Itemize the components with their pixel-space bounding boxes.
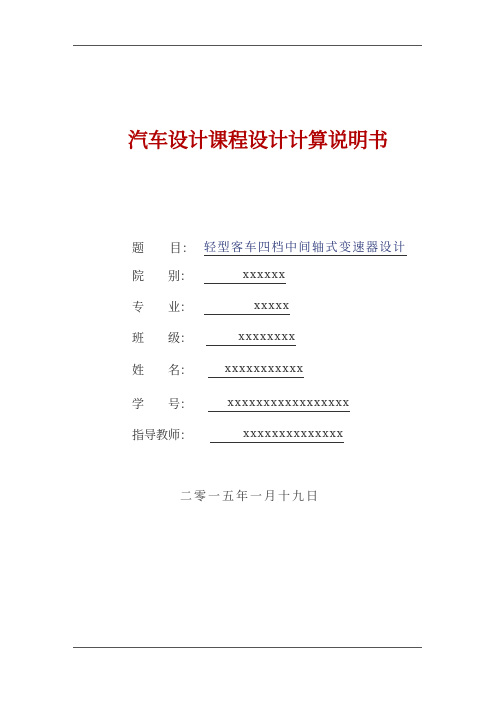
field-name [132, 358, 304, 378]
field-student-id [132, 392, 350, 412]
field-major-label: 专 业： [132, 300, 193, 314]
document-title [0, 124, 496, 153]
field-advisor-label: 指导教师： [132, 428, 193, 442]
field-faculty [132, 264, 286, 284]
footer-rule [73, 647, 422, 648]
document-title-text: 汽车设计课程设计计算说明书 [128, 128, 388, 152]
field-class-label: 班 级： [132, 331, 193, 345]
field-topic [132, 236, 407, 256]
field-faculty-label: 院 别： [132, 269, 193, 283]
header-rule [73, 45, 422, 46]
document-date [0, 487, 496, 504]
field-advisor-value: xxxxxxxxxxxxxx [210, 427, 344, 443]
field-advisor [132, 423, 344, 443]
field-student-id-value: xxxxxxxxxxxxxxxxx [208, 396, 350, 412]
field-name-label: 姓 名： [132, 363, 193, 377]
field-major [132, 295, 290, 315]
document-date-text: 二零一五年一月十九日 [179, 489, 320, 503]
field-name-value: xxxxxxxxxxx [208, 362, 304, 378]
field-student-id-label: 学 号： [132, 397, 193, 411]
field-topic-value: 轻型客车四档中间轴式变速器设计 [204, 240, 407, 254]
field-class-value: xxxxxxxx [206, 330, 296, 346]
field-faculty-value: xxxxxx [204, 268, 286, 284]
field-major-value: xxxxx [204, 299, 290, 315]
field-class [132, 326, 296, 346]
field-topic-label: 题 目： [132, 241, 195, 255]
